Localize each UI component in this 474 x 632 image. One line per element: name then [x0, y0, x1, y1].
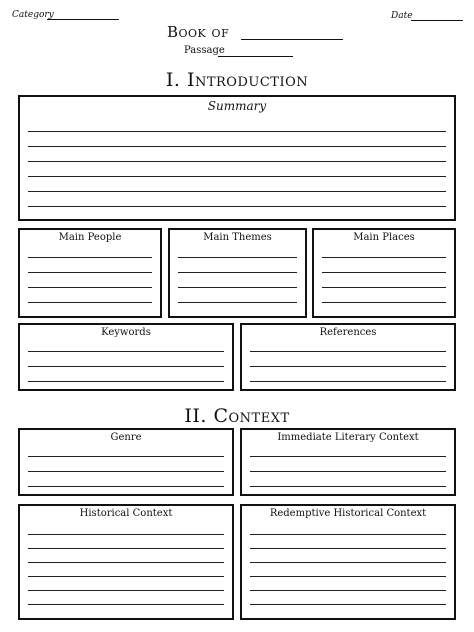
- main-places-label: Main Places: [353, 232, 415, 243]
- summary-lines: [28, 97, 446, 219]
- passage-label: Passage: [184, 45, 225, 56]
- redemptive-historical-context-box[interactable]: [240, 504, 456, 620]
- keywords-box[interactable]: [18, 323, 234, 391]
- immediate-literary-context-label: Immediate Literary Context: [277, 432, 419, 443]
- summary-box[interactable]: [18, 95, 456, 221]
- main-people-label: Main People: [58, 232, 122, 243]
- date-label: Date: [391, 11, 413, 21]
- main-people-box[interactable]: [18, 228, 162, 318]
- keywords-lines: [28, 325, 224, 389]
- references-label: References: [319, 327, 377, 338]
- category-field[interactable]: [47, 19, 119, 20]
- book-of-label: Book of: [167, 23, 230, 41]
- main-places-box[interactable]: [312, 228, 456, 318]
- immediate-literary-context-box[interactable]: [240, 428, 456, 496]
- book-of-field[interactable]: [241, 39, 343, 40]
- redemptive-historical-context-lines: [250, 506, 446, 618]
- genre-label: Genre: [110, 432, 142, 443]
- main-people-lines: [28, 230, 152, 316]
- historical-context-lines: [28, 506, 224, 618]
- genre-lines: [28, 430, 224, 494]
- main-themes-lines: [178, 230, 297, 316]
- summary-label: Summary: [207, 99, 267, 113]
- category-label: Category: [12, 10, 54, 20]
- references-lines: [250, 325, 446, 389]
- immediate-literary-context-lines: [250, 430, 446, 494]
- date-field[interactable]: [411, 20, 463, 21]
- genre-box[interactable]: [18, 428, 234, 496]
- main-places-lines: [322, 230, 446, 316]
- redemptive-historical-context-label: Redemptive Historical Context: [269, 508, 427, 519]
- section-context-heading: II. Context: [184, 405, 290, 427]
- historical-context-label: Historical Context: [79, 508, 173, 519]
- main-themes-label: Main Themes: [203, 232, 272, 243]
- historical-context-box[interactable]: [18, 504, 234, 620]
- references-box[interactable]: [240, 323, 456, 391]
- section-introduction-heading: I. Introduction: [165, 69, 309, 91]
- keywords-label: Keywords: [101, 327, 151, 338]
- main-themes-box[interactable]: [168, 228, 307, 318]
- passage-field[interactable]: [218, 56, 293, 57]
